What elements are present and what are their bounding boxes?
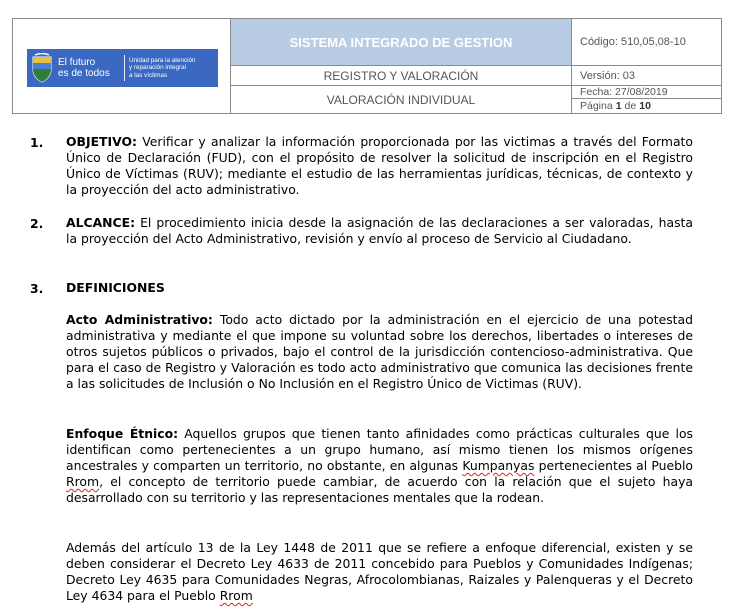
section-objetivo: OBJETIVO: Verificar y analizar la información proporcionada por las victimas a través del Formato Único de Declaración (FUD), con el propósito de resolver la solicitud de inscripción en el Registro Único de Víctimas (RUV); mediante el estudio de las herramientas jurídicas, técnicas, de contexto y la proyección del acto administrativo. xyxy=(66,134,693,197)
procedure-name: VALORACIÓN INDIVIDUAL xyxy=(231,86,572,113)
document-date: Fecha: 27/08/2019 xyxy=(572,86,721,99)
page-indicator: Página 1 de 10 xyxy=(580,100,651,112)
logo-cell xyxy=(13,19,231,113)
paragraph-enfoque-diferencial: Además del artículo 13 de la Ley 1448 de 2011 que se refiere a enfoque diferencial, existen y se deben considerar el Decreto Ley 4633 de 2011 concebido para Pueblos y Comunidades Indígenas; Decreto Ley 4635 para Comunidades Negras, Afrocolombianas, Raizales y Palenqueras y el Decreto Ley 4634 para el Pueblo Rrom xyxy=(66,540,693,603)
coat-of-arms-icon xyxy=(31,53,53,83)
logo-unit-name: Unidad para la atención y reparación integral a las víctimas xyxy=(129,57,196,79)
document-header-table xyxy=(12,18,722,114)
process-name: REGISTRO Y VALORACIÓN xyxy=(231,66,572,86)
page-total: 10 xyxy=(639,100,651,112)
definition-enfoque-etnico: Enfoque Étnico: Aquellos grupos que tienen tanto afinidades como prácticas culturales que los identifican como pertenecientes a un grupo humano, así mismo tienen los mismos orígenes ancestrales y comparten un territorio, no obstante, en algunas Kumpanyas pertenecientes al Pueblo Rrom, el concepto de territorio puede cambiar, de acuerdo con la relación que el sujeto haya desarrollado con su territorio y las representaciones mentales que la rodean. xyxy=(66,426,693,505)
document-version: Versión: 03 xyxy=(572,66,721,86)
spellcheck-word: Rrom xyxy=(219,588,253,603)
section-title-objetivo: OBJETIVO: xyxy=(66,134,137,149)
section-number-1: 1. xyxy=(30,135,44,150)
term-acto-administrativo: Acto Administrativo: xyxy=(66,312,213,327)
section-number-3: 3. xyxy=(30,281,44,296)
section-number-2: 2. xyxy=(30,216,44,231)
section-alcance: ALCANCE: El procedimiento inicia desde la asignación de las declaraciones a ser valoradas, hasta la proyección del Acto Administrativo, revisión y envío al proceso de Servicio al Ciudadano. xyxy=(66,215,693,246)
spellcheck-word: Kumpanyas xyxy=(462,458,535,473)
institution-logo xyxy=(27,49,218,87)
logo-slogan: El futuro es de todos xyxy=(58,57,110,79)
system-title: SISTEMA INTEGRADO DE GESTION xyxy=(231,19,572,66)
document-code: Código: 510,05,08-10 xyxy=(572,19,721,66)
section-title-alcance: ALCANCE: xyxy=(66,215,136,230)
logo-divider xyxy=(124,55,125,81)
spellcheck-word: Rrom xyxy=(66,474,100,489)
section-title-definiciones: DEFINICIONES xyxy=(66,280,165,295)
page-current: 1 xyxy=(615,100,622,112)
term-enfoque-etnico: Enfoque Étnico: xyxy=(66,426,179,441)
definition-acto-administrativo: Acto Administrativo: Todo acto dictado por la administración en el ejercicio de una potestad administrativa y mediante el que impone su voluntad sobre los derechos, libertades o intereses de otros sujetos públicos o privados, bajo el control de la jurisdicción contencioso-administrativa. Que para el caso de Registro y Valoración es todo acto administrativo que comunica las decisiones frente a las solicitudes de Inclusión o No Inclusión en el Registro Único de Victimas (RUV). xyxy=(66,312,693,391)
